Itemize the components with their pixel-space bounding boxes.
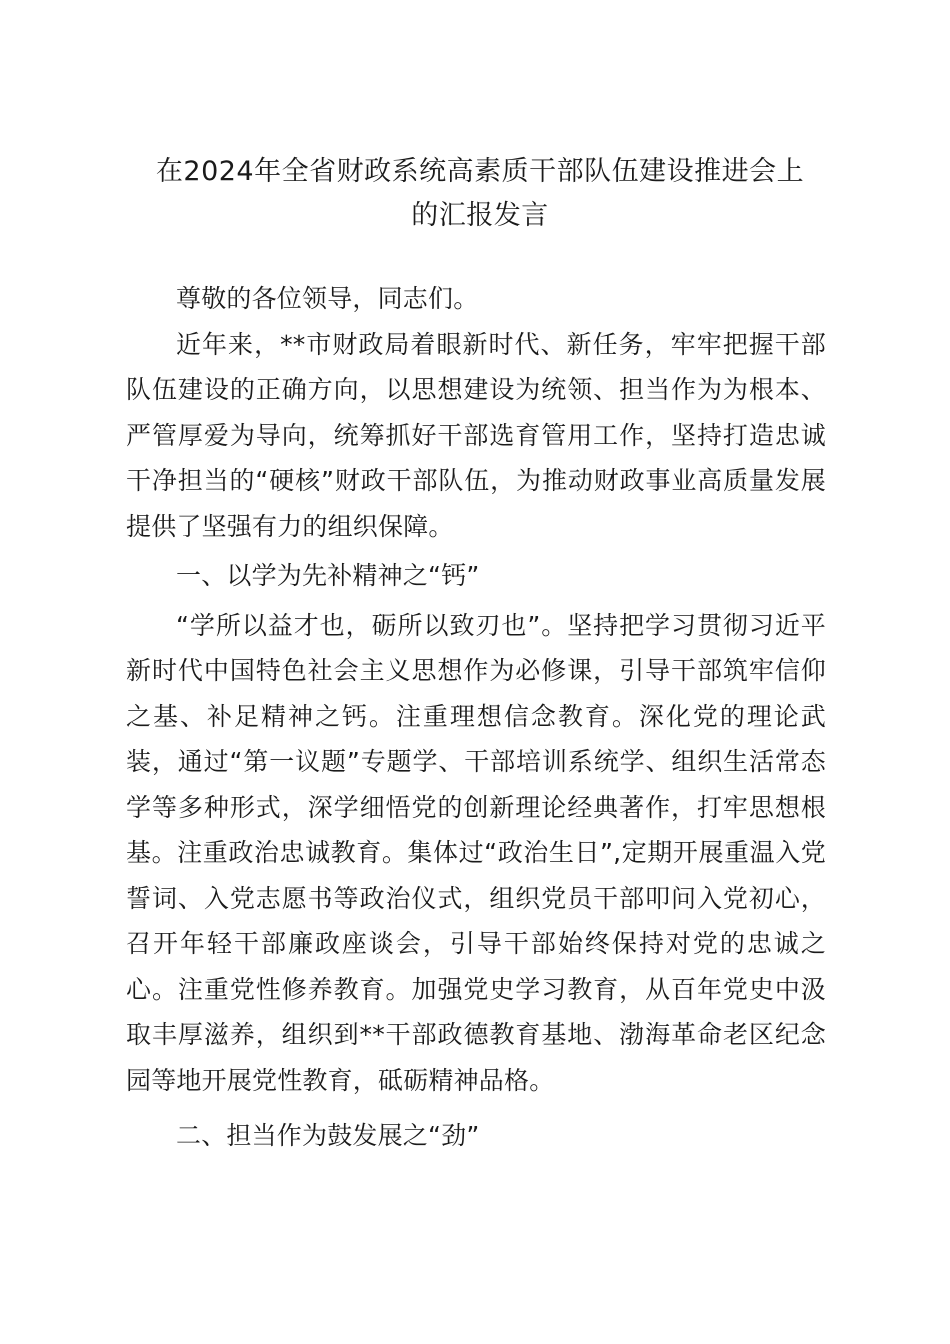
title-line-1: 在2024年全省财政系统高素质干部队伍建设推进会上 — [155, 156, 805, 187]
greeting-paragraph: 尊敬的各位领导，同志们。 — [176, 284, 479, 313]
document-body — [126, 276, 826, 1163]
section-1-paragraph: “学所以益才也，砺所以致刃也”。坚持把学习贯彻习近平新时代中国特色社会主义思想作为必修课，引导干部筑牢信仰之基、补足精神之钙。注重理想信念教育。深化党的理论武装，通过“第一议题”专题学、干部培训系统学、组织生活常态学等多种形式，深学细悟党的创新理论经典著作，打牢思想根基。注重政治忠诚教育。集体过“政治生日”,定期开展重温入党誓词、入党志愿书等政治仪式，组织党员干部叩问入党初心，召开年轻干部廉政座谈会，引导干部始终保持对党的忠诚之心。注重党性修养教育。加强党史学习教育，从百年党史中汲取丰厚滋养，组织到**干部政德教育基地、渤海革命老区纪念园等地开展党性教育，砥砺精神品格。 — [126, 610, 826, 1095]
intro-paragraph: 近年来，**市财政局着眼新时代、新任务，牢牢把握干部队伍建设的正确方向，以思想建设为统领、担当作为为根本、严管厚爱为导向，统筹抓好干部选育管用工作，坚持打造忠诚干净担当的“硬核”财政干部队伍，为推动财政事业高质量发展提供了坚强有力的组织保障。 — [126, 329, 826, 541]
title-line-2: 的汇报发言 — [411, 200, 549, 231]
section-1-heading: 一、以学为先补精神之“钙” — [176, 561, 480, 590]
section-2-heading: 二、担当作为鼓发展之“劲” — [176, 1121, 480, 1150]
document-title — [120, 150, 840, 238]
